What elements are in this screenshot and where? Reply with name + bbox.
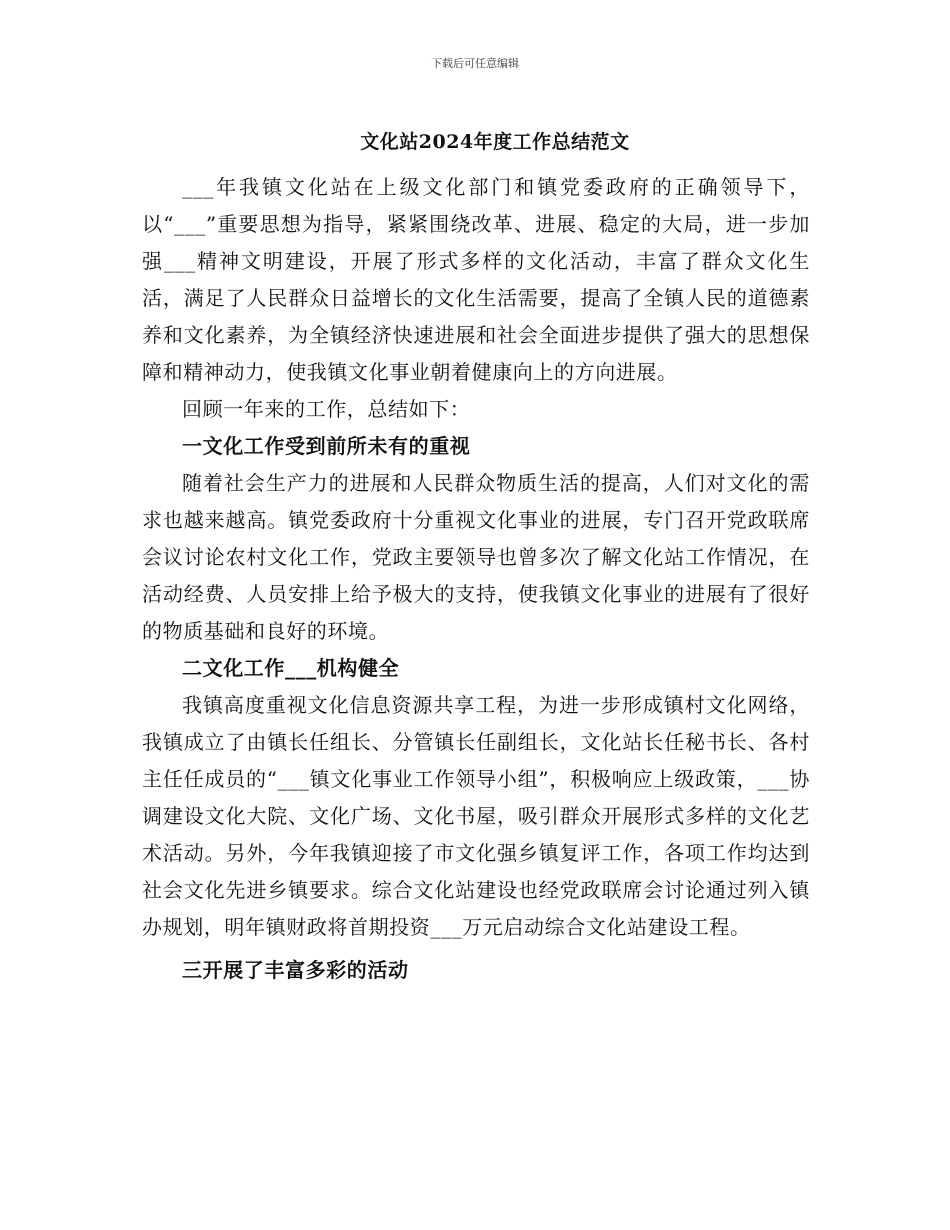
section-2-heading: 二文化工作___机构健全	[182, 656, 400, 680]
section-2-body: 我镇高度重视文化信息资源共享工程，为进一步形成镇村文化网络，我镇成立了由镇长任组长、分管镇长任副组长，文化站长任秘书长、各村主任任成员的“___镇文化事业工作领导小组”，积极响应上级政策，___协调建设文化大院、文化广场、文化书屋，吸引群众开展形式多样的文化艺术活动。另外，今年我镇迎接了市文化强乡镇复评工作，各项工作均达到社会文化先进乡镇要求。综合文化站建设也经党政联席会讨论通过列入镇办规划，明年镇财政将首期投资___万元启动综合文化站建设工程。	[142, 693, 810, 939]
section-1-body: 随着社会生产力的进展和人民群众物质生活的提高，人们对文化的需求也越来越高。镇党委政府十分重视文化事业的进展，专门召开党政联席会议讨论农村文化工作，党政主要领导也曾多次了解文化站工作情况，在活动经费、人员安排上给予极大的支持，使我镇文化事业的进展有了很好的物质基础和良好的环境。	[142, 471, 810, 643]
section-3-heading: 三开展了丰富多彩的活动	[182, 958, 409, 982]
section-1-heading: 一文化工作受到前所未有的重视	[182, 434, 471, 458]
document-title: 文化站2024年度工作总结范文	[360, 131, 630, 153]
download-note: 下载后可任意编辑	[431, 57, 519, 70]
summary-lead-paragraph: 回顾一年来的工作，总结如下：	[182, 397, 471, 421]
intro-paragraph: ___年我镇文化站在上级文化部门和镇党委政府的正确领导下，以“___”重要思想为指导，紧紧围绕改革、进展、稳定的大局，进一步加强___精神文明建设，开展了形式多样的文化活动，丰富了群众文化生活，满足了人民群众日益增长的文化生活需要，提高了全镇人民的道德素养和文化素养，为全镇经济快速进展和社会全面进步提供了强大的思想保障和精神动力，使我镇文化事业朝着健康向上的方向进展。	[142, 175, 810, 384]
document-body	[142, 169, 810, 989]
